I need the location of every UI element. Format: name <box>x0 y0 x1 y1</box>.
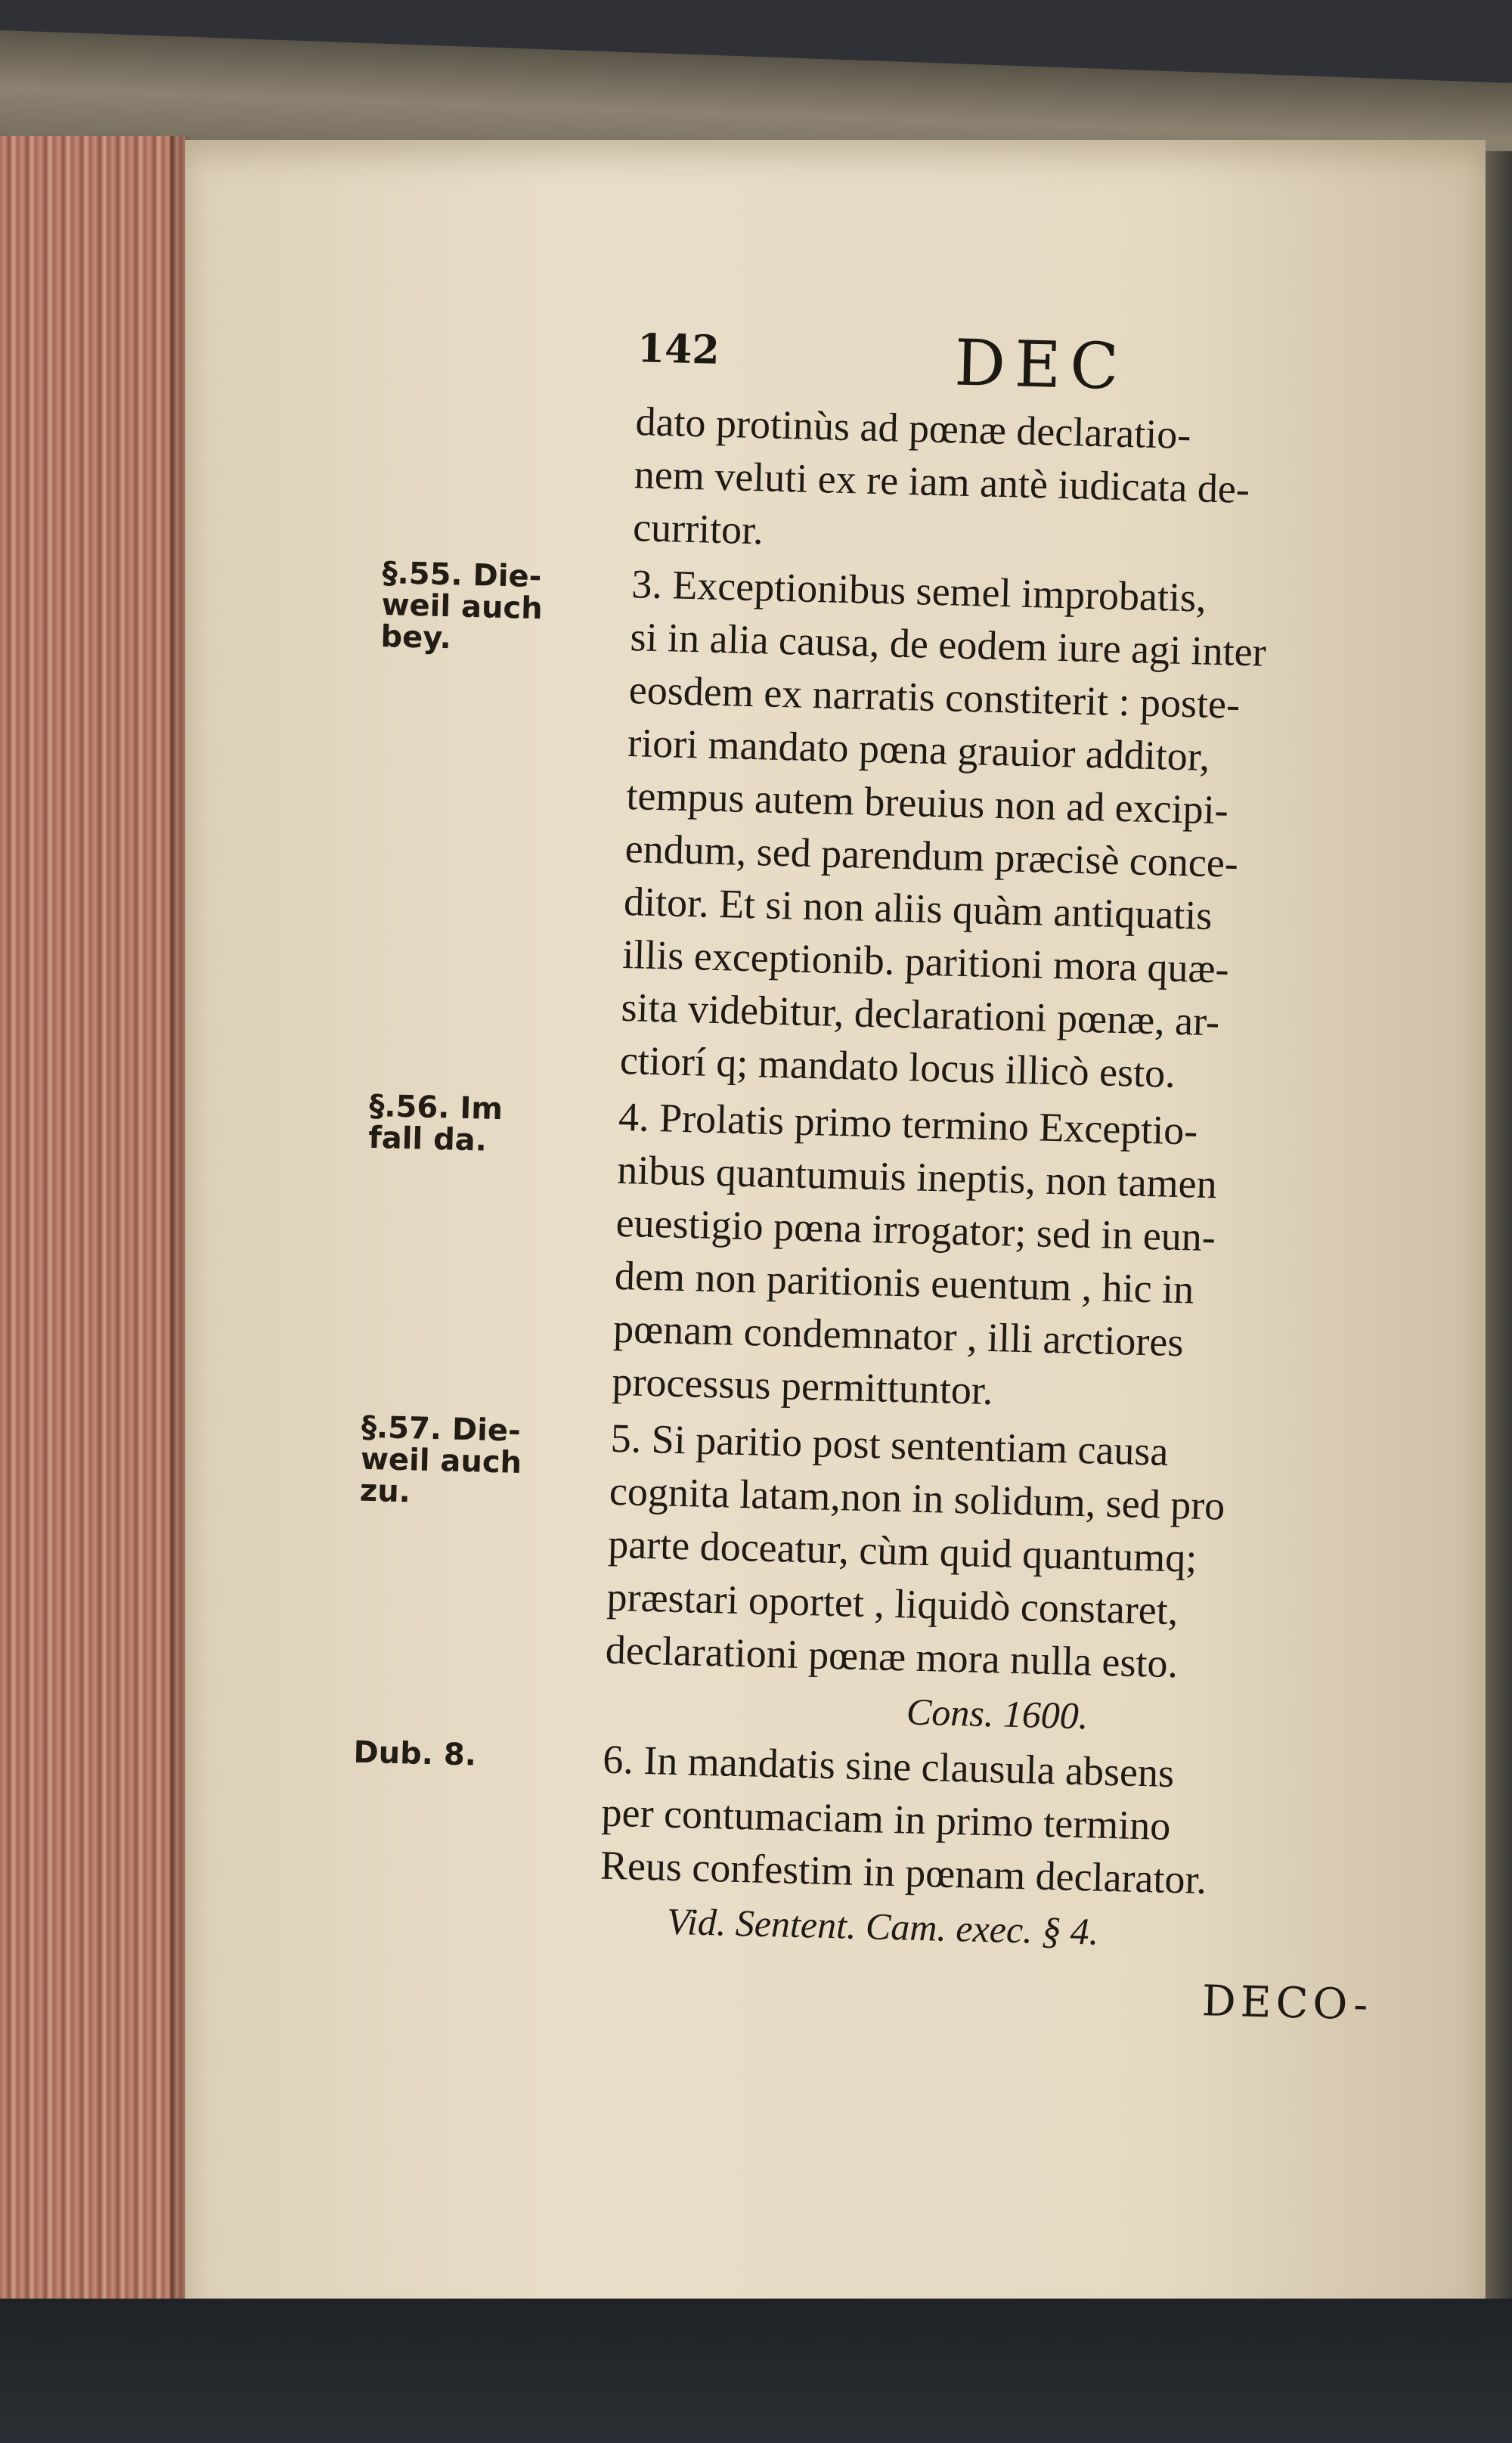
running-head: DEC <box>953 325 1129 405</box>
sidenote-line: §.57. Die‑ <box>361 1409 522 1449</box>
body-line: 3. Exceptionibus semel improbatis, <box>631 561 1207 621</box>
body-line: processus permittuntor. <box>611 1358 994 1414</box>
book-bottom-edge <box>0 2299 1512 2443</box>
body-line: Reus confestim in pœnam declarator. <box>600 1842 1207 1903</box>
book-page <box>185 140 1486 2310</box>
book-cover-edge <box>1482 151 1512 2344</box>
sidenote-line: §.56. Im <box>368 1088 503 1127</box>
body-line: curritor. <box>632 504 764 553</box>
sidenote-line: Dub. 8. <box>352 1735 477 1773</box>
sidenote <box>368 1090 503 1157</box>
sidenote <box>353 1737 476 1772</box>
sidenote-line: weil auch <box>360 1441 522 1480</box>
body-line: sita videbitur, declarationi pœnæ, ar- <box>621 984 1220 1045</box>
body-line: præstari oportet , liquidò constaret, <box>606 1573 1179 1634</box>
body-line: 5. Si paritio post sententiam causa <box>610 1415 1170 1474</box>
body-line: dato protinùs ad pœnæ declaratio- <box>634 398 1191 458</box>
body-line: per contumaciam in primo termino <box>600 1789 1172 1849</box>
body-line: si in alia causa, de eodem iure agi inter <box>629 614 1267 675</box>
body-line: ctiorí q; mandato locus illicò esto. <box>619 1037 1176 1096</box>
sidenote-line: §.55. Die‑ <box>382 556 542 595</box>
body-line: pœnam condemnator , illi arctiores <box>612 1305 1185 1366</box>
body-line: nem veluti ex re iam antè iudicata de- <box>634 451 1250 513</box>
sidenote <box>359 1409 522 1511</box>
citation: Cons. 1600. <box>906 1690 1089 1738</box>
page-number: 142 <box>637 325 720 374</box>
catchword: DECO- <box>1201 1976 1374 2030</box>
body-line: tempus autem breuius non ad excipi- <box>625 773 1229 833</box>
body-line: ditor. Et si non aliis quàm antiquatis <box>623 878 1213 938</box>
body-line: dem non paritionis euentum , hic in <box>614 1252 1194 1313</box>
sidenote <box>380 557 544 656</box>
sidenote-line: fall da. <box>367 1120 488 1158</box>
text-block <box>136 122 1489 2323</box>
body-line: declarationi pœnæ mora nulla esto. <box>605 1626 1179 1687</box>
body-line: riori mandato pœna grauior additor, <box>627 720 1210 780</box>
body-line: nibus quantumuis ineptis, non tamen <box>616 1146 1218 1208</box>
body-line: eosdem ex narratis constiterit : poste- <box>628 667 1241 727</box>
body-line: endum, sed parendum præcisè conce- <box>624 826 1239 886</box>
citation: Vid. Sentent. Cam. exec. § 4. <box>666 1899 1099 1953</box>
sidenote-line: weil auch <box>381 587 544 627</box>
body-line: illis exceptionib. paritioni mora quæ- <box>621 931 1230 992</box>
body-line: parte doceatur, cùm quid quantumq; <box>607 1521 1198 1581</box>
body-line: euestigio pœna irrogator; sed in eun- <box>615 1199 1216 1260</box>
sidenote-line: zu. <box>359 1473 411 1510</box>
sidenote-line: bey. <box>380 619 452 656</box>
body-line: cognita latam,non in solidum, sed pro <box>609 1468 1225 1529</box>
page-header <box>637 325 1394 411</box>
body-line: 4. Prolatis primo termino Exceptio- <box>618 1093 1199 1154</box>
body-line: 6. In mandatis sine clausula absens <box>602 1736 1175 1797</box>
